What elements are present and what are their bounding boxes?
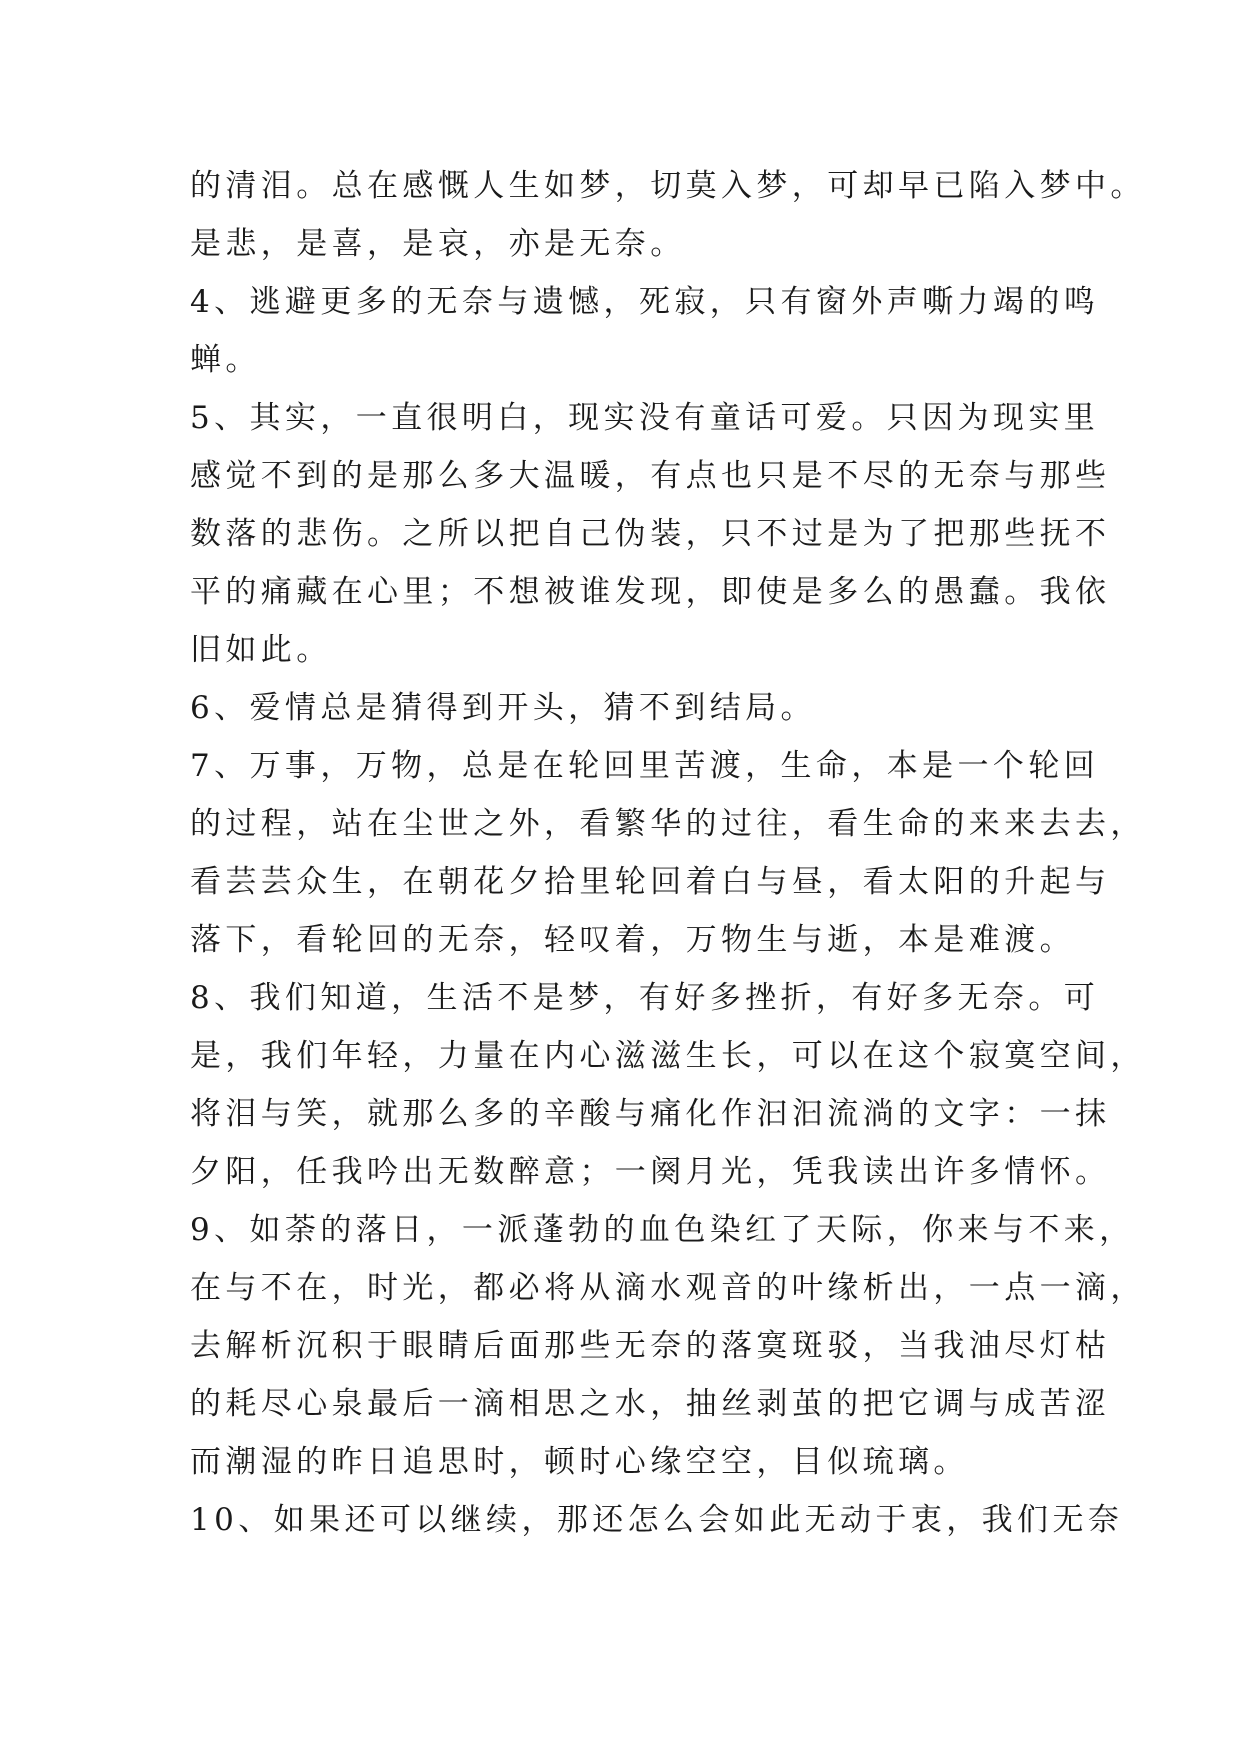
text-line: 将泪与笑，就那么多的辛酸与痛化作汩汩流淌的文字：一抹 xyxy=(190,1096,1111,1132)
text-line: 7、万事，万物，总是在轮回里苦渡，生命，本是一个轮回 xyxy=(190,748,1100,784)
text-line: 8、我们知道，生活不是梦，有好多挫折，有好多无奈。可 xyxy=(190,980,1100,1016)
text-line: 在与不在，时光，都必将从滴水观音的叶缘析出，一点一滴， xyxy=(190,1270,1146,1306)
text-line: 感觉不到的是那么多大温暖，有点也只是不尽的无奈与那些 xyxy=(190,458,1111,494)
text-line: 旧如此。 xyxy=(190,632,332,668)
text-line: 而潮湿的昨日追思时，顿时心缘空空，目似琉璃。 xyxy=(190,1444,969,1480)
text-line: 5、其实，一直很明白，现实没有童话可爱。只因为现实里 xyxy=(190,400,1100,436)
text-line: 夕阳，任我吟出无数醉意；一阕月光，凭我读出许多情怀。 xyxy=(190,1154,1111,1190)
text-line: 的耗尽心泉最后一滴相思之水，抽丝剥茧的把它调与成苦涩 xyxy=(190,1386,1111,1422)
text-line: 去解析沉积于眼睛后面那些无奈的落寞斑驳，当我油尽灯枯 xyxy=(190,1328,1111,1364)
text-line: 6、爱情总是猜得到开头，猜不到结局。 xyxy=(190,690,816,726)
text-line: 9、如荼的落日，一派蓬勃的血色染红了天际，你来与不来， xyxy=(190,1212,1135,1248)
text-line: 平的痛藏在心里；不想被谁发现，即使是多么的愚蠢。我依 xyxy=(190,574,1111,610)
text-line: 蝉。 xyxy=(190,342,261,378)
text-line: 4、逃避更多的无奈与遗憾，死寂，只有窗外声嘶力竭的鸣 xyxy=(190,284,1100,320)
text-line: 的清泪。总在感慨人生如梦，切莫入梦，可却早已陷入梦中。 xyxy=(190,168,1146,204)
text-line: 的过程，站在尘世之外，看繁华的过往，看生命的来来去去， xyxy=(190,806,1146,842)
text-line: 落下，看轮回的无奈，轻叹着，万物生与逝，本是难渡。 xyxy=(190,922,1075,958)
text-line: 是悲，是喜，是哀，亦是无奈。 xyxy=(190,226,686,262)
text-line: 10、如果还可以继续，那还怎么会如此无动于衷，我们无奈 xyxy=(190,1502,1124,1538)
text-line: 数落的悲伤。之所以把自己伪装，只不过是为了把那些抚不 xyxy=(190,516,1111,552)
text-line: 看芸芸众生，在朝花夕拾里轮回着白与昼，看太阳的升起与 xyxy=(190,864,1111,900)
document-body xyxy=(190,157,1146,1549)
text-line: 是，我们年轻，力量在内心滋滋生长，可以在这个寂寞空间， xyxy=(190,1038,1146,1074)
